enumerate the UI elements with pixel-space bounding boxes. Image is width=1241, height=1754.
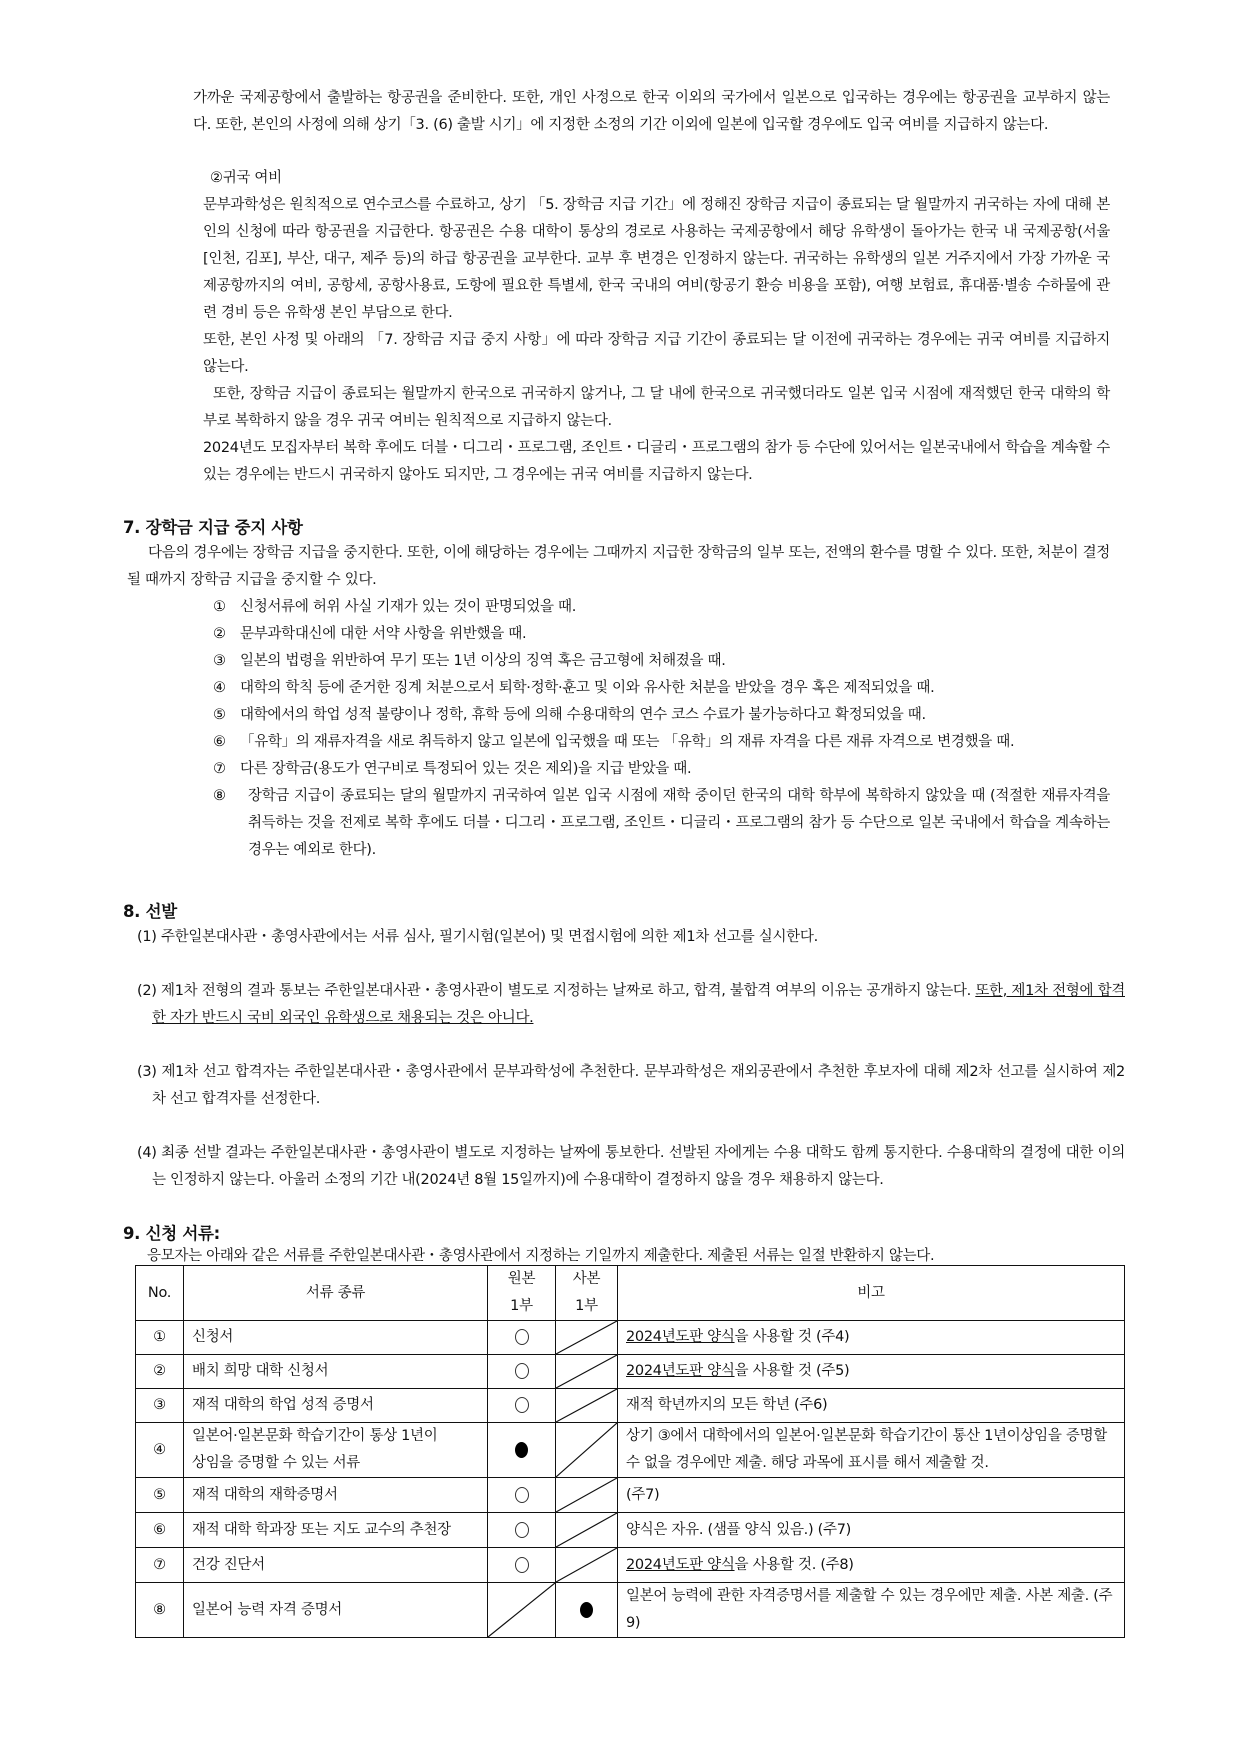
document-type: 재적 대학의 재학증명서 xyxy=(184,1478,488,1513)
document-type: 재적 대학 학과장 또는 지도 교수의 추천장 xyxy=(184,1513,488,1548)
copy-cell xyxy=(556,1423,618,1478)
table-row xyxy=(136,1389,1125,1423)
remarks-text: 상기 ③에서 대학에서의 일본어·일본문화 학습기간이 통산 1년이상임을 증명할 수 없을 경우에만 제출. 해당 과목에 표시를 해서 제출할 것. xyxy=(626,1428,1108,1471)
remarks-text: (주7) xyxy=(626,1486,660,1503)
row-number: ③ xyxy=(136,1389,184,1423)
not-applicable-slash xyxy=(556,1513,617,1547)
selection-paragraph-2 xyxy=(137,978,1125,1032)
remarks-text: 을 사용할 것 (주5) xyxy=(734,1363,850,1379)
row-number: ④ xyxy=(136,1423,184,1478)
suspension-item xyxy=(213,648,1110,675)
document-type: 일본어 능력 자격 증명서 xyxy=(184,1583,488,1638)
item-text: 문부과학대신에 대한 서약 사항을 위반했을 때. xyxy=(240,626,527,642)
table-row xyxy=(136,1321,1125,1355)
document-type: 신청서 xyxy=(184,1321,488,1355)
required-circle-icon xyxy=(515,1397,529,1413)
original-cell xyxy=(488,1513,556,1548)
row-number: ① xyxy=(136,1321,184,1355)
remarks xyxy=(618,1423,1125,1478)
suspension-item xyxy=(213,594,1110,621)
document-type: 재적 대학의 학업 성적 증명서 xyxy=(184,1389,488,1423)
copy-cell xyxy=(556,1321,618,1355)
item-number: ⑦ xyxy=(213,761,226,777)
travel-entry-paragraph: 가까운 국제공항에서 출발하는 항공권을 준비한다. 또한, 개인 사정으로 한국 이외의 국가에서 일본으로 입국하는 경우에는 항공권을 교부하지 않는다. 또한, 본인의 사정에 의해 상기「3. (6) 출발 시기」에 지정한 소정의 기간 이외에 일본에 입국할 경우에도 입국 여비를 지급하지 않는다. xyxy=(193,90,1110,133)
return-travel-paragraph: 문부과학성은 원칙적으로 연수코스를 수료하고, 상기 「5. 장학금 지급 기간」에 정해진 장학금 지급이 종료되는 달 월말까지 귀국하는 자에 대해 본인의 신청에 따라 항공권을 지급한다. 항공권은 수용 대학이 통상의 경로로 사용하는 국제공항에서 해당 유학생이 돌아가는 한국 내 국제공항(서울[인천, 김포], 부산, 대구, 제주 등)의 하급 항공권을 교부한다. 교부 후 변경은 인정하지 않는다. 귀국하는 유학생의 일본 거주지에서 가장 가까운 국제공항까지의 여비, 공항세, 공항사용료, 도항에 필요한 특별세, 한국 국내의 여비(항공기 환승 비용을 포함), 여행 보험료, 휴대품·별송 수하물에 관련 경비 등은 유학생 본인 부담으로 한다. xyxy=(203,197,1110,321)
item-text: 대학의 학칙 등에 준거한 징계 처분으로서 퇴학·정학·훈고 및 이와 유사한 처분을 받았을 경우 혹은 제적되었을 때. xyxy=(240,680,935,696)
section-9-heading: 9. 신청 서류: xyxy=(123,1224,220,1243)
suspension-item xyxy=(213,729,1110,756)
original-cell xyxy=(488,1389,556,1423)
item-number: ③ xyxy=(213,653,226,669)
remarks-text: 양식은 자유. (샘플 양식 있음.) (주7) xyxy=(626,1521,852,1538)
remarks xyxy=(618,1355,1125,1389)
table-row xyxy=(136,1423,1125,1478)
copy-cell xyxy=(556,1478,618,1513)
section-7-intro: 다음의 경우에는 장학금 지급을 중지한다. 또한, 이에 해당하는 경우에는 그때까지 지급한 장학금의 일부 또는, 전액의 환수를 명할 수 있다. 또한, 처분이 결정될 때까지 장학금 지급을 중지할 수 있다. xyxy=(127,545,1110,588)
item-number: ② xyxy=(213,626,226,642)
form-version-note: 2024년도판 양식 xyxy=(626,1329,735,1345)
document-type: 건강 진단서 xyxy=(184,1548,488,1583)
suspension-item xyxy=(213,783,1110,864)
item-number: ⑧ xyxy=(213,788,226,804)
item-text: 대학에서의 학업 성적 불량이나 정학, 휴학 등에 의해 수용대학의 연수 코스 수료가 불가능하다고 확정되었을 때. xyxy=(240,707,926,723)
not-applicable-slash xyxy=(556,1389,617,1422)
not-applicable-slash xyxy=(488,1583,555,1637)
remarks xyxy=(618,1478,1125,1513)
not-applicable-slash xyxy=(556,1355,617,1388)
header-remarks: 비고 xyxy=(618,1266,1125,1321)
table-row xyxy=(136,1355,1125,1389)
selection-paragraph-2-text: (2) 제1차 전형의 결과 통보는 주한일본대사관・총영사관이 별도로 지정하는 날짜로 하고, 합격, 불합격 여부의 이유는 공개하지 않는다. xyxy=(137,983,976,999)
suspension-item xyxy=(213,675,1110,702)
remarks xyxy=(618,1389,1125,1423)
not-applicable-slash xyxy=(556,1423,617,1477)
suspension-item xyxy=(213,702,1110,729)
table-row xyxy=(136,1478,1125,1513)
item-text: 다른 장학금(용도가 연구비로 특정되어 있는 것은 제외)을 지급 받았을 때. xyxy=(240,761,692,777)
header-no: No. xyxy=(136,1266,184,1321)
item-number: ⑤ xyxy=(213,707,226,723)
header-copy-label: 사본 xyxy=(572,1271,601,1287)
remarks-text: 재적 학년까지의 모든 학년 (주6) xyxy=(626,1397,828,1413)
copy-cell xyxy=(556,1548,618,1583)
copy-cell xyxy=(556,1513,618,1548)
required-circle-icon xyxy=(515,1363,529,1379)
section-8-heading: 8. 선발 xyxy=(123,902,177,921)
required-circle-icon xyxy=(515,1557,529,1573)
form-version-note: 2024년도판 양식 xyxy=(626,1556,735,1573)
row-number: ② xyxy=(136,1355,184,1389)
required-circle-icon xyxy=(515,1487,529,1503)
table-row xyxy=(136,1513,1125,1548)
document-type: 배치 희망 대학 신청서 xyxy=(184,1355,488,1389)
suspension-item xyxy=(213,756,1110,783)
document-type: 일본어·일본문화 학습기간이 통상 1년이상임을 증명할 수 있는 서류 xyxy=(184,1423,488,1478)
remarks-text: 일본어 능력에 관한 자격증명서를 제출할 수 있는 경우에만 제출. 사본 제출. (주9) xyxy=(626,1588,1113,1631)
item-text: 장학금 지급이 종료되는 달의 월말까지 귀국하여 일본 입국 시점에 재학 중이던 한국의 대학 학부에 복학하지 않았을 때 (적절한 재류자격을 취득하는 것을 전제로 복학 후에도 더블・디그리・프로그램, 조인트・디글리・프로그램의 참가 등 수단으로 일본 국내에서 학습을 계속하는 경우는 예외로 한다). xyxy=(248,788,1110,858)
item-number: ① xyxy=(213,599,226,615)
selection-paragraph-3: (3) 제1차 선고 합격자는 주한일본대사관・총영사관에서 문부과학성에 추천한다. 문부과학성은 재외공관에서 추천한 후보자에 대해 제2차 선고를 실시하여 제2차 선고 합격자를 선정한다. xyxy=(137,1064,1125,1107)
application-documents-table xyxy=(135,1265,1125,1638)
return-travel-subheading: ②귀국 여비 xyxy=(210,170,282,186)
remarks xyxy=(618,1583,1125,1638)
original-cell xyxy=(488,1423,556,1478)
copy-cell xyxy=(556,1389,618,1423)
section-9-intro: 응모자는 아래와 같은 서류를 주한일본대사관・총영사관에서 지정하는 기일까지 제출한다. 제출된 서류는 일절 반환하지 않는다. xyxy=(147,1248,935,1264)
header-copy xyxy=(556,1266,618,1321)
suspension-item xyxy=(213,621,1110,648)
required-circle-icon xyxy=(515,1522,529,1538)
row-number: ⑧ xyxy=(136,1583,184,1638)
selection-paragraph-2-underlined: 또한, 제1차 전형에 합격한 자가 반드시 국비 외국인 유학생으로 채용되는 것은 아니다. xyxy=(152,983,1125,1026)
original-cell xyxy=(488,1583,556,1638)
required-dot-icon xyxy=(580,1602,593,1618)
required-circle-icon xyxy=(515,1329,529,1345)
table-row xyxy=(136,1583,1125,1638)
header-document-type: 서류 종류 xyxy=(184,1266,488,1321)
row-number: ⑦ xyxy=(136,1548,184,1583)
item-text: 신청서류에 허위 사실 기재가 있는 것이 판명되었을 때. xyxy=(240,599,577,615)
remarks-text: 을 사용할 것 (주4) xyxy=(734,1329,850,1345)
item-number: ⑥ xyxy=(213,734,226,750)
original-cell xyxy=(488,1321,556,1355)
remarks xyxy=(618,1321,1125,1355)
selection-paragraph-4: (4) 최종 선발 결과는 주한일본대사관・총영사관이 별도로 지정하는 날짜에 통보한다. 선발된 자에게는 수용 대학도 함께 통지한다. 수용대학의 결정에 대한 이의는 인정하지 않는다. 아울러 소정의 기간 내(2024년 8월 15일까지)에 수용대학이 결정하지 않을 경우 채용하지 않는다. xyxy=(137,1145,1125,1188)
header-original-label: 원본 xyxy=(507,1271,536,1287)
return-travel-note-1: 또한, 본인 사정 및 아래의 「7. 장학금 지급 중지 사항」에 따라 장학금 지급 기간이 종료되는 달 이전에 귀국하는 경우에는 귀국 여비를 지급하지 않는다. xyxy=(203,332,1110,375)
required-dot-icon xyxy=(515,1442,528,1458)
return-travel-note-3: 2024년도 모집자부터 복학 후에도 더블・디그리・프로그램, 조인트・디글리・프로그램의 참가 등 수단에 있어서는 일본국내에서 학습을 계속할 수 있는 경우에는 반드시 귀국하지 않아도 되지만, 그 경우에는 귀국 여비를 지급하지 않는다. xyxy=(203,440,1110,483)
row-number: ⑥ xyxy=(136,1513,184,1548)
row-number: ⑤ xyxy=(136,1478,184,1513)
header-original xyxy=(488,1266,556,1321)
copy-cell xyxy=(556,1355,618,1389)
not-applicable-slash xyxy=(556,1478,617,1512)
not-applicable-slash xyxy=(556,1321,617,1354)
return-travel-note-2: 또한, 장학금 지급이 종료되는 월말까지 한국으로 귀국하지 않거나, 그 달 내에 한국으로 귀국했더라도 일본 입국 시점에 재적했던 한국 대학의 학부로 복학하지 않을 경우 귀국 여비는 원칙적으로 지급하지 않는다. xyxy=(203,386,1110,429)
item-number: ④ xyxy=(213,680,226,696)
copy-cell xyxy=(556,1583,618,1638)
original-cell xyxy=(488,1355,556,1389)
selection-paragraph-1: (1) 주한일본대사관・총영사관에서는 서류 심사, 필기시험(일본어) 및 면접시험에 의한 제1차 선고를 실시한다. xyxy=(137,929,818,945)
original-cell xyxy=(488,1478,556,1513)
remarks xyxy=(618,1548,1125,1583)
item-text: 「유학」의 재류자격을 새로 취득하지 않고 일본에 입국했을 때 또는 「유학」의 재류 자격을 다른 재류 자격으로 변경했을 때. xyxy=(240,734,1015,750)
header-copy-count: 1부 xyxy=(575,1298,598,1314)
remarks xyxy=(618,1513,1125,1548)
section-7-heading: 7. 장학금 지급 중지 사항 xyxy=(123,518,303,537)
remarks-text: 을 사용할 것. (주8) xyxy=(734,1556,854,1573)
original-cell xyxy=(488,1548,556,1583)
header-original-count: 1부 xyxy=(510,1298,533,1314)
not-applicable-slash xyxy=(556,1548,617,1582)
item-text: 일본의 법령을 위반하여 무기 또는 1년 이상의 징역 혹은 금고형에 처해졌을 때. xyxy=(240,653,726,669)
table-row xyxy=(136,1548,1125,1583)
form-version-note: 2024년도판 양식 xyxy=(626,1363,735,1379)
